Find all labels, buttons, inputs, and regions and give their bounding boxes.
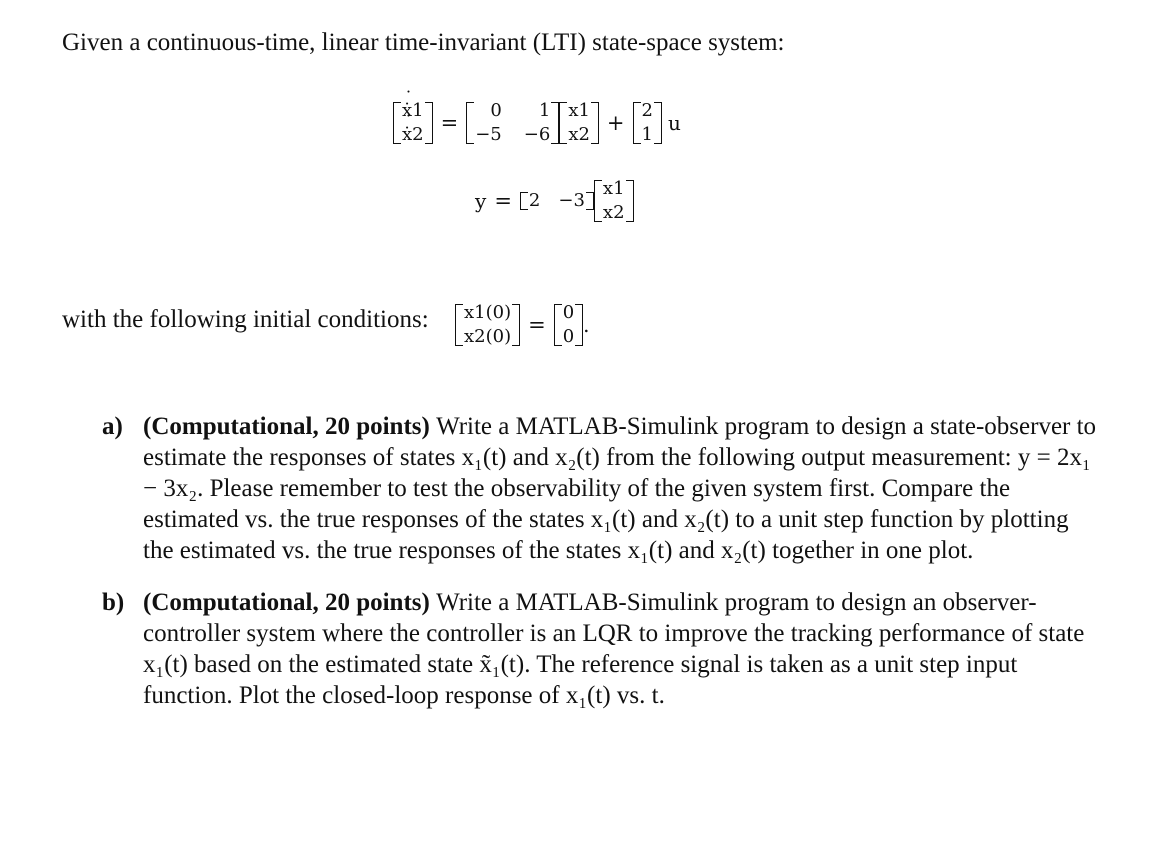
x2-initial: x2(0) (464, 326, 512, 347)
part-a-text: Write a MATLAB-Simulink program to design a state-observer to estimate the responses of states x₁(t) and x₂(t) from the following output measurement: y = 2x₁ − 3x₂. Please remember to test the observability of the given system first. Compare the estimated vs. the true responses of the states x₁(t) and x₂(t) to a unit step function by plotting the estimated vs. the true responses of the states x₁(t) and x₂(t) together in one plot. (143, 413, 1097, 564)
equals-sign: = (440, 111, 459, 135)
initial-conditions-equation (455, 294, 590, 356)
equals-sign: = (528, 313, 546, 337)
b-matrix-cell: 2 (641, 100, 653, 121)
initial-state-vector (455, 302, 520, 348)
x1-initial: x1(0) (464, 302, 512, 323)
state-x2: x2 (568, 124, 590, 145)
part-b-heading: (Computational, 20 points) (143, 589, 437, 616)
state-vector (559, 100, 599, 146)
output-equation (475, 170, 634, 232)
period: . (583, 313, 590, 337)
x1-dot: ẋ1 ˙ (402, 100, 424, 122)
initial-conditions-label: with the following initial conditions: (62, 306, 429, 333)
equals-sign: = (494, 189, 512, 213)
x2-dot: ẋ2 ˙ (402, 124, 424, 146)
b-matrix-cell: 1 (641, 124, 653, 145)
state-x1: x1 (568, 100, 590, 121)
part-b-label: b) (102, 589, 125, 616)
a-matrix-cell: −5 (475, 124, 502, 145)
state-x2: x2 (602, 202, 625, 223)
initial-values-vector (554, 302, 583, 348)
a-matrix-cell: 0 (490, 100, 502, 121)
part-b (102, 587, 1102, 711)
c-matrix-cell: 2 (528, 190, 541, 211)
b-matrix (633, 100, 662, 146)
state-vector (594, 178, 634, 224)
question-parts (102, 411, 1102, 711)
a-matrix-cell: 1 (538, 100, 551, 121)
initial-value: 0 (562, 302, 575, 323)
intro-text: Given a continuous-time, linear time-invariant (LTI) state-space system: (62, 29, 785, 56)
a-matrix-cell: −6 (523, 124, 551, 145)
state-x1: x1 (602, 178, 625, 199)
initial-value: 0 (562, 326, 575, 347)
output-y: y (475, 189, 487, 213)
c-matrix (520, 190, 594, 212)
part-b-text: Write a MATLAB-Simulink program to design an observer-controller system where the controller is an LQR to improve the tracking performance of state x₁(t) based on the estimated state x̃₁(t). The reference signal is taken as a unit step input function. Plot the closed-loop response of x₁(t) vs. t. (143, 589, 1085, 709)
part-a-label: a) (102, 413, 123, 440)
part-a-heading: (Computational, 20 points) (143, 413, 437, 440)
part-a (102, 411, 1102, 566)
a-matrix (466, 100, 559, 146)
input-u: u (667, 111, 681, 135)
state-equation (393, 90, 681, 156)
state-derivative-vector (393, 100, 433, 146)
c-matrix-cell: −3 (558, 190, 585, 211)
plus-sign: + (606, 111, 625, 135)
